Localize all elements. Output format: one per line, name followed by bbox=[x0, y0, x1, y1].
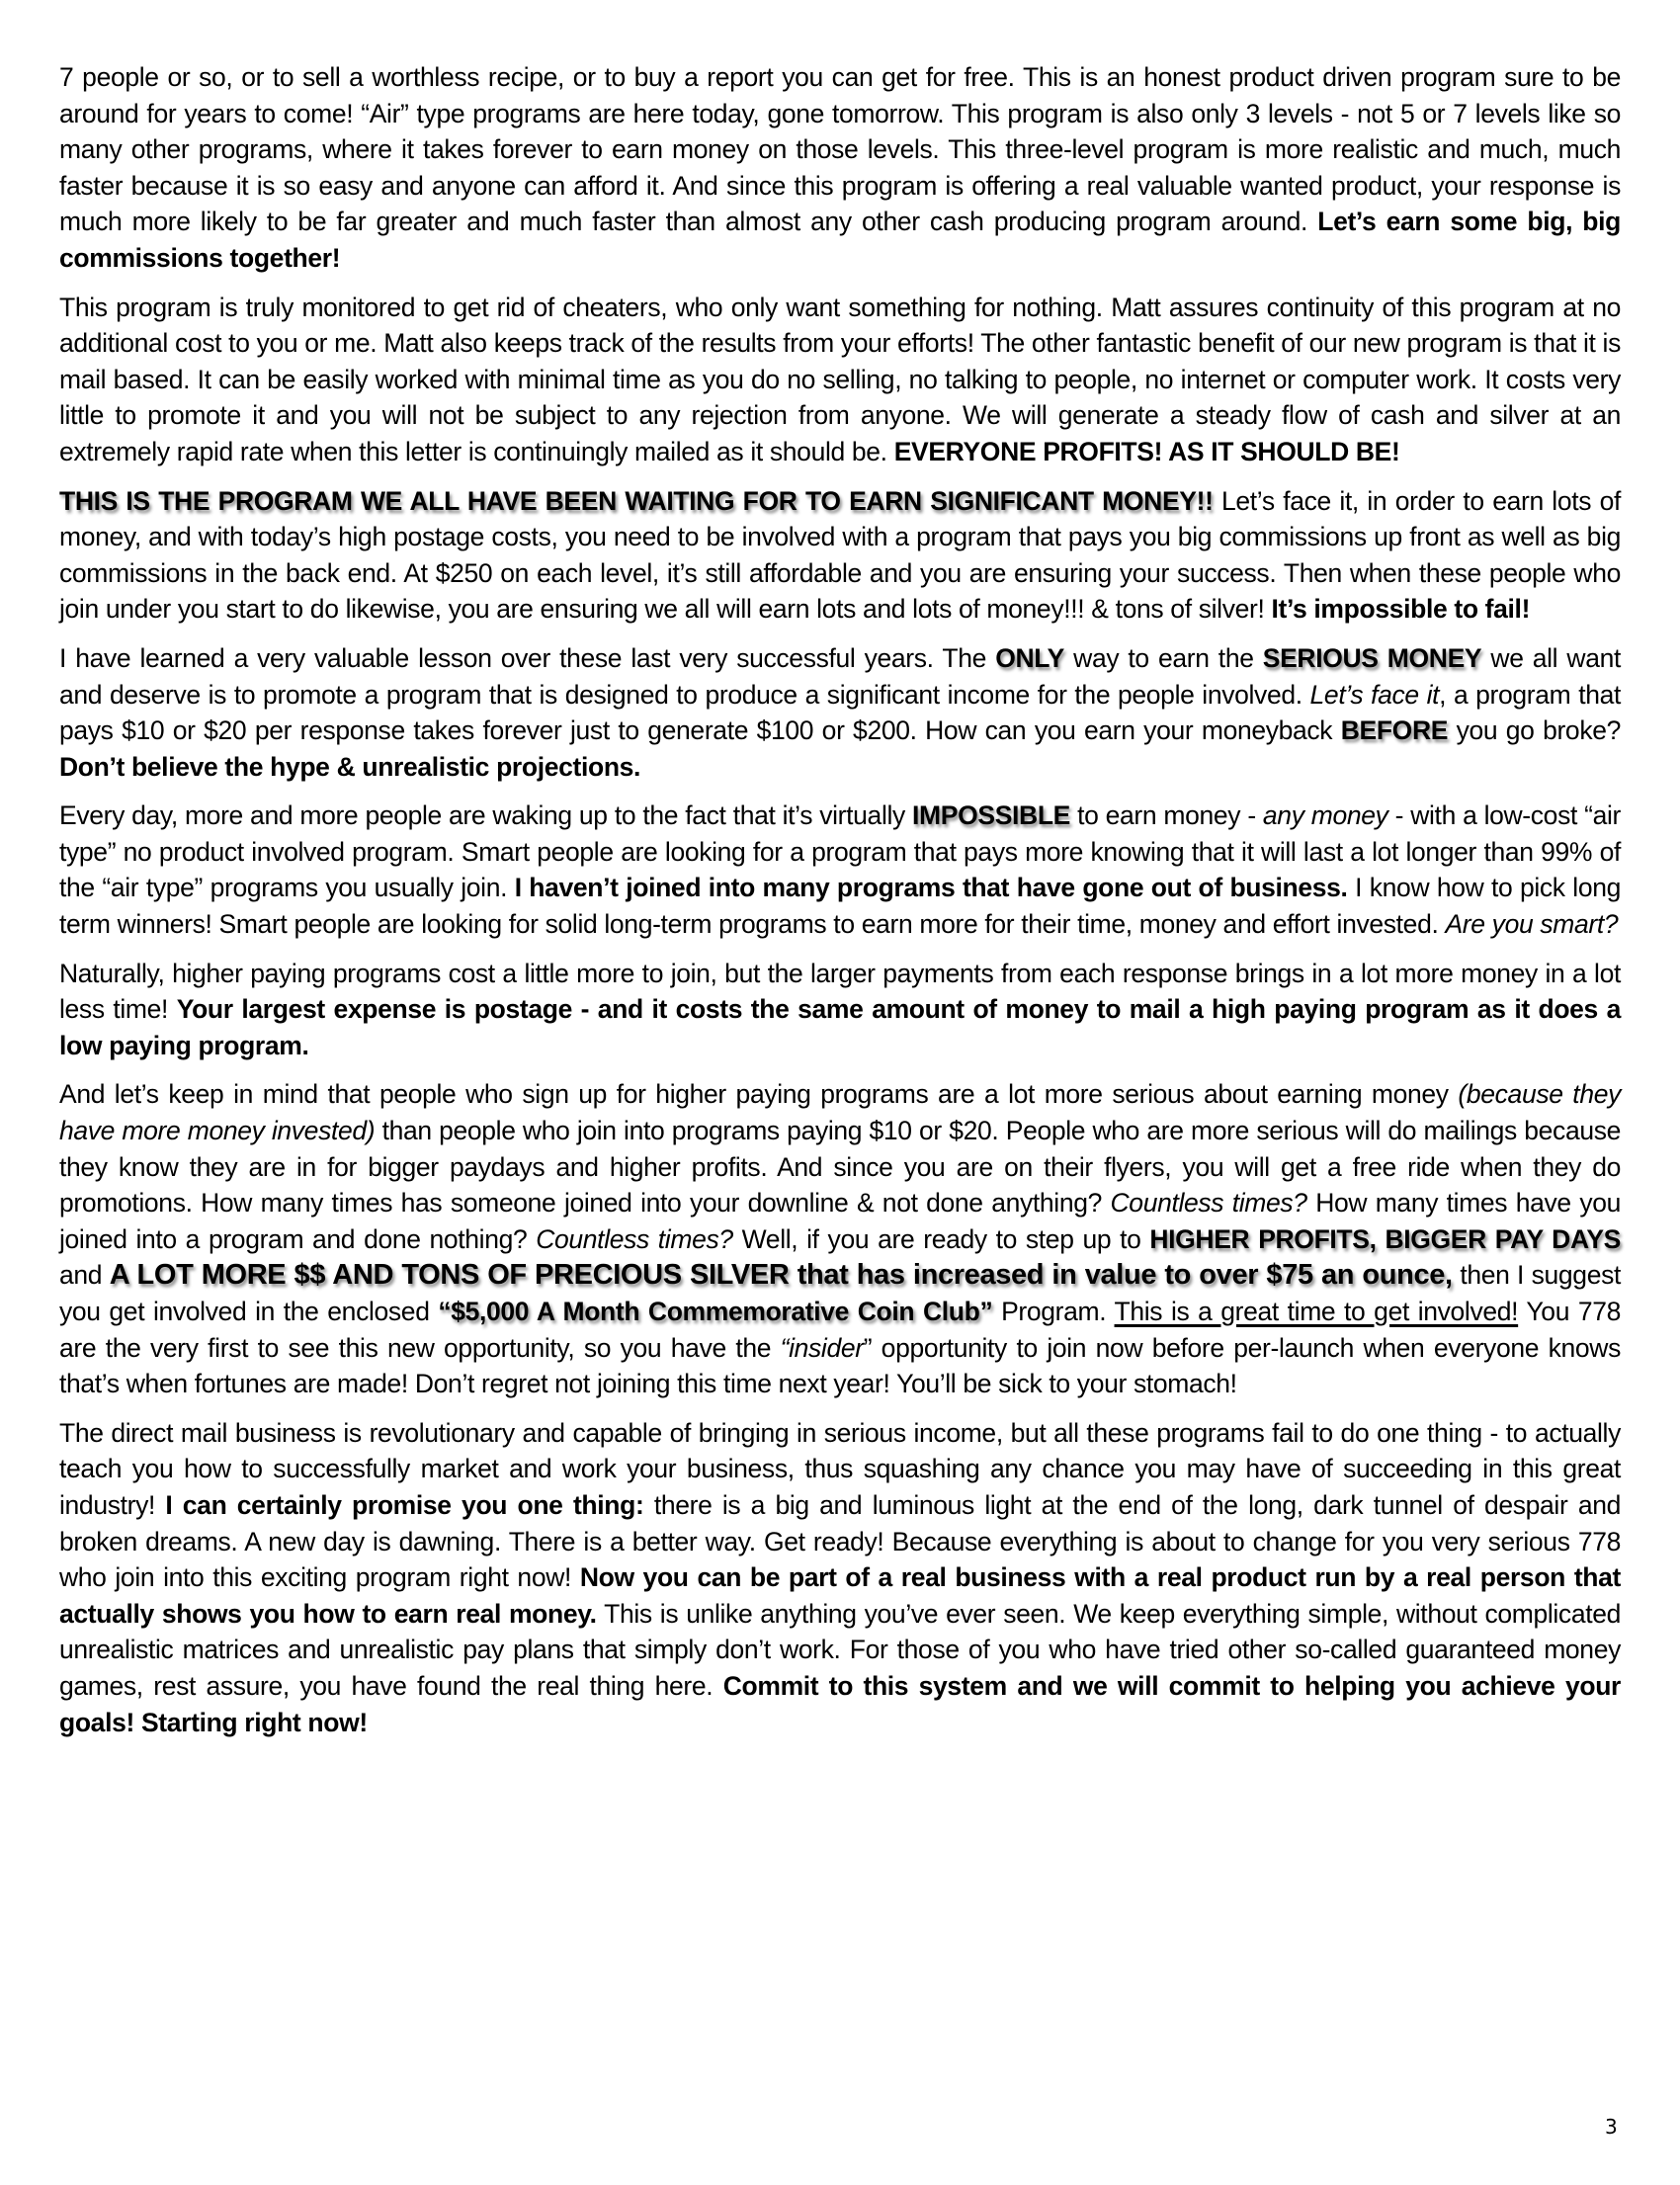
emphasized-text: A LOT MORE $$ AND TONS OF PRECIOUS SILVER that has increased in value to over $75 an ounce, bbox=[109, 1259, 1453, 1292]
bold-text: Your largest expense is postage - and it costs the same amount of money to mail a high paying program as it does a low paying program. bbox=[59, 994, 1621, 1060]
paragraph-significant-money bbox=[59, 483, 1621, 628]
text-run: You 778 are the very first to see this new opportunity, so you have the bbox=[59, 1297, 1621, 1363]
paragraph-direct-mail bbox=[59, 1415, 1621, 1740]
text-run: Program. bbox=[992, 1297, 1115, 1326]
bold-text: I haven’t joined into many programs that have gone out of business. bbox=[514, 873, 1348, 903]
italic-text: Countless times? bbox=[1110, 1188, 1307, 1219]
emphasized-text: ONLY bbox=[995, 642, 1064, 673]
text-run: , a program that pays $10 or $20 per response takes forever just to generate $100 or $200. How can you earn your moneyback bbox=[59, 679, 1622, 746]
underlined-text: This is a great time to get involved! bbox=[1114, 1297, 1519, 1326]
italic-text: (because they have more money invested) bbox=[59, 1079, 1621, 1146]
text-run: Naturally, higher paying programs cost a little more to join, but the larger payments from each response brings in a lot more money in a lot less time! bbox=[59, 958, 1621, 1025]
text-run: than people who join into programs paying $10 or $20. People who are more serious will do mailings because they know they are in for bigger paydays and higher profits. And since you are on their flyers, you will get a free ride when they do promotions. How many times has someone joined into your downline & not done anything? bbox=[59, 1116, 1622, 1219]
bold-text: Commit to this system and we will commit to helping you achieve your goals! Starting right now! bbox=[59, 1670, 1621, 1737]
paragraph-serious-money bbox=[59, 640, 1621, 785]
paragraph-higher-paying bbox=[59, 956, 1621, 1064]
text-run: and bbox=[59, 1260, 110, 1291]
emphasized-text: SERIOUS MONEY bbox=[1262, 642, 1482, 673]
text-run: ” opportunity to join now before per-launch when everyone knows that’s when fortunes are made! Don’t regret not joining this time next year! You’ll be sick to your stomach! bbox=[59, 1332, 1621, 1399]
text-run: How many times have you joined into a program and done nothing? bbox=[59, 1188, 1621, 1254]
italic-text: Countless times? bbox=[536, 1223, 733, 1254]
bold-text: It’s impossible to fail! bbox=[1271, 594, 1531, 625]
text-run: And let’s keep in mind that people who sign up for higher paying programs are a lot more serious about earning money bbox=[59, 1079, 1459, 1110]
text-run: Let’s face it, in order to earn lots of money, and with today’s high postage costs, you need to be involved with a program that pays you big commissions up front as well as big commissions in the back end. At $250 on each level, it’s still affordable and you are ensuring your success. Then when these people who join under you start to do likewise, you are ensuring we all will earn lots and lots of money!!! & tons of silver! bbox=[59, 485, 1621, 625]
text-run: Every day, more and more people are waking up to the fact that it’s virtually bbox=[59, 800, 913, 831]
text-run: The direct mail business is revolutionary and capable of bringing in serious income, but all these programs fail to do one thing - to actually teach you how to successfully market and work your business, thus squashing any chance you may have of succeeding in this great industry! bbox=[59, 1417, 1621, 1520]
emphasized-text: “$5,000 A Month Commemorative Coin Club” bbox=[438, 1297, 993, 1326]
text-run: I have learned a very valuable lesson over these last very successful years. The bbox=[59, 642, 996, 673]
text-run: This is unlike anything you’ve ever seen. We keep everything simple, without complicated unrealistic matrices and unrealistic pay plans that simply don’t work. For those of you who have tried other so-called guaranteed money games, rest assure, you have found the real thing here. bbox=[59, 1598, 1622, 1701]
text-run: This program is truly monitored to get rid of cheaters, who only want something for nothing. Matt assures continuity of this program at no additional cost to you or me. Matt also keeps track of the results from your efforts! The other fantastic benefit of our new program is that it is mail based. It can be easily worked with minimal time as you do no selling, no talking to people, no internet or computer work. It costs very little to promote it and you will not be subject to any rejection from anyone. We will generate a steady flow of cash and silver at an extremely rapid rate when this letter is continuingly mailed as it should be. bbox=[59, 292, 1621, 466]
text-run: there is a big and luminous light at the end of the long, dark tunnel of despair and broken dreams. A new day is dawning. There is a better way. Get ready! Because everything is about to change for you very serious 778 who join into this exciting program right now! bbox=[59, 1489, 1621, 1593]
text-run: Well, if you are ready to step up to bbox=[732, 1223, 1150, 1254]
paragraph-serious-people bbox=[59, 1076, 1621, 1401]
text-run: then I suggest you get involved in the enclosed bbox=[59, 1260, 1621, 1326]
emphasized-text: HIGHER PROFITS, BIGGER PAY DAYS bbox=[1149, 1223, 1621, 1254]
text-run: you go broke? bbox=[1448, 715, 1621, 746]
text-run: - with a low-cost “air type” no product involved program. Smart people are looking for a program that pays more knowing that it will last a lot longer than 99% of the “air type” programs you usually join. bbox=[59, 800, 1621, 903]
italic-text: Let’s face it bbox=[1309, 679, 1440, 710]
text-run: to earn money - bbox=[1070, 800, 1263, 831]
text-run: 7 people or so, or to sell a worthless recipe, or to buy a report you can get for free. This is an honest product driven program sure to be around for years to come! “Air” type programs are here today, gone tomorrow. This program is also only 3 levels - not 5 or 7 levels like so many other programs, where it takes forever to earn money on those levels. This three-level program is more realistic and much, much faster because it is so easy and anyone can afford it. And since this program is offering a real valuable wanted product, your response is much more likely to be far greater and much faster than almost any other cash producing program around. bbox=[59, 62, 1621, 237]
italic-text: Are you smart? bbox=[1445, 909, 1619, 940]
text-run: I know how to pick long term winners! Smart people are looking for solid long-term programs to earn more for their time, money and effort invested. bbox=[59, 873, 1621, 940]
text-run: way to earn the bbox=[1063, 642, 1263, 673]
bold-text: EVERYONE PROFITS! AS IT SHOULD BE! bbox=[893, 436, 1400, 466]
bold-text: Don’t believe the hype & unrealistic projections. bbox=[59, 751, 641, 782]
paragraph-intro-continuation bbox=[59, 59, 1621, 277]
page-number: 3 bbox=[1605, 2115, 1618, 2139]
italic-text: “insider bbox=[780, 1332, 864, 1363]
bold-text: Let’s earn some big, big commissions together! bbox=[59, 207, 1621, 273]
bold-text: I can certainly promise you one thing: bbox=[165, 1489, 644, 1520]
paragraph-impossible bbox=[59, 798, 1621, 942]
emphasized-text: BEFORE bbox=[1340, 715, 1449, 746]
italic-text: any money bbox=[1262, 800, 1388, 831]
paragraph-monitoring bbox=[59, 290, 1621, 470]
emphasized-text: IMPOSSIBLE bbox=[912, 800, 1070, 831]
text-run: we all want and deserve is to promote a program that is designed to produce a significant income for the people involved. bbox=[59, 642, 1621, 710]
bold-text: Now you can be part of a real business with a real product run by a real person that actually shows you how to earn real money. bbox=[59, 1562, 1621, 1629]
document-page bbox=[59, 59, 1621, 1753]
emphasized-text: THIS IS THE PROGRAM WE ALL HAVE BEEN WAITING FOR TO EARN SIGNIFICANT MONEY!! bbox=[59, 485, 1214, 516]
